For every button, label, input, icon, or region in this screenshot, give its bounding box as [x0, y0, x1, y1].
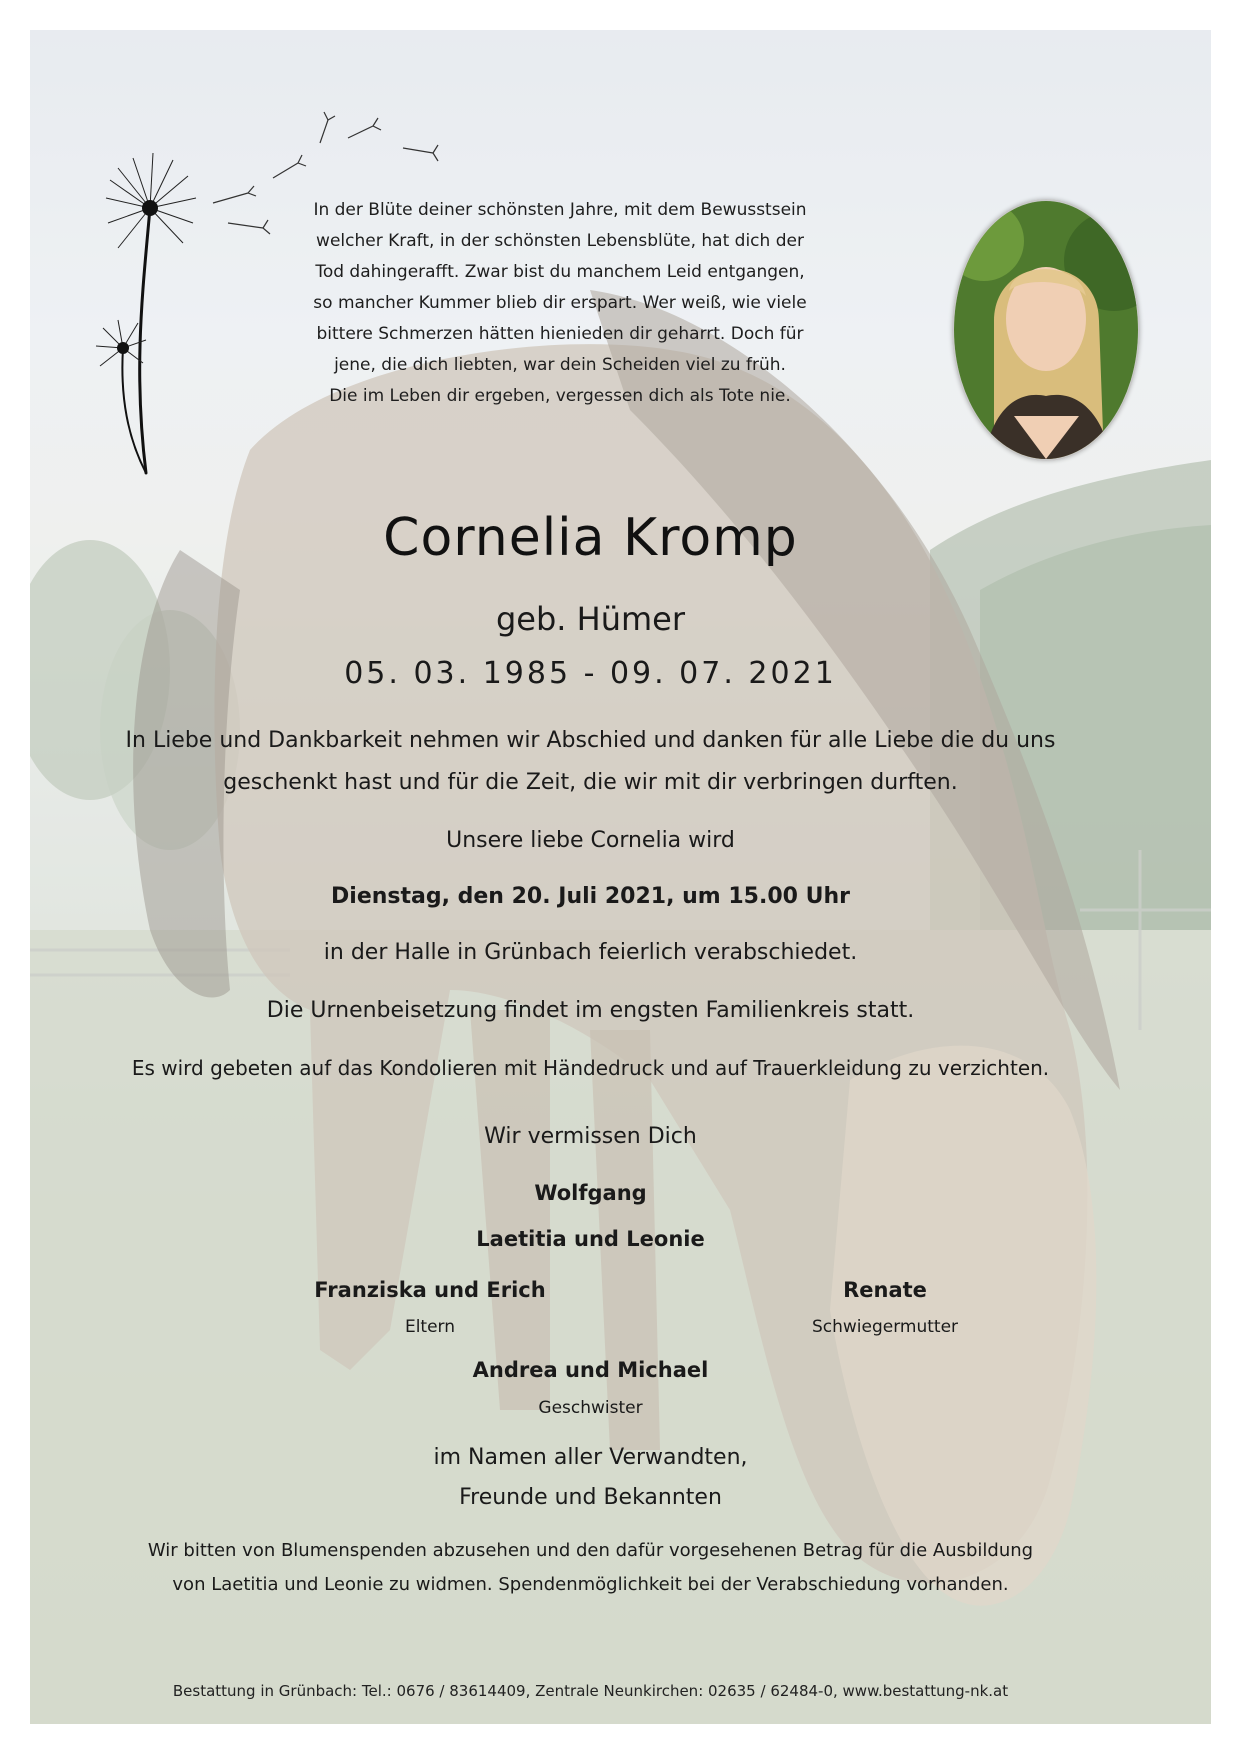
- quote-line: In der Blüte deiner schönsten Jahre, mit dem Bewusstsein: [313, 200, 807, 220]
- memorial-quote: [290, 195, 830, 412]
- mourner-parents-role: Eltern: [404, 1317, 456, 1337]
- mourners-intro: Wir vermissen Dich: [484, 1124, 697, 1149]
- condolence-request: Es wird gebeten auf das Kondolieren mit Händedruck und auf Trauerkleidung zu verzichten.: [131, 1056, 1050, 1080]
- mourners-closing: [0, 1438, 1181, 1518]
- mourner-siblings: Andrea und Michael: [472, 1358, 709, 1382]
- intro-line: In Liebe und Dankbarkeit nehmen wir Abschied und danken für alle Liebe die du uns: [125, 728, 1056, 753]
- quote-line: bittere Schmerzen hätten hienieden dir geharrt. Doch für: [316, 324, 804, 344]
- ceremony-place: in der Halle in Grünbach feierlich verabschiedet.: [323, 940, 858, 965]
- urn-burial-note: Die Urnenbeisetzung findet im engsten Familienkreis statt.: [266, 998, 915, 1023]
- mourner-parents: Franziska und Erich: [314, 1278, 546, 1302]
- donation-line: von Laetitia und Leonie zu widmen. Spendenmöglichkeit bei der Verabschiedung vorhanden.: [172, 1574, 1009, 1595]
- quote-line: Die im Leben dir ergeben, vergessen dich als Tote nie.: [329, 386, 791, 406]
- quote-line: jene, die dich liebten, war dein Scheiden viel zu früh.: [334, 355, 786, 375]
- donation-note: [110, 1534, 1071, 1602]
- mourner-mother-in-law: Renate: [843, 1278, 927, 1302]
- closing-line: im Namen aller Verwandten,: [433, 1445, 748, 1470]
- mourner-spouse: Wolfgang: [534, 1181, 647, 1205]
- funeral-home-footer: Bestattung in Grünbach: Tel.: 0676 / 83614409, Zentrale Neunkirchen: 02635 / 62484-0, www.bestattung-nk.at: [172, 1682, 1009, 1700]
- life-dates: 05. 03. 1985 - 09. 07. 2021: [344, 656, 837, 691]
- ceremony-intro: Unsere liebe Cornelia wird: [446, 828, 735, 853]
- quote-line: Tod dahingerafft. Zwar bist du manchem Leid entgangen,: [315, 262, 805, 282]
- quote-line: welcher Kraft, in der schönsten Lebensblüte, hat dich der: [316, 231, 804, 251]
- mourner-siblings-role: Geschwister: [538, 1398, 643, 1418]
- quote-line: so mancher Kummer blieb dir erspart. Wer weiß, wie viele: [313, 293, 807, 313]
- deceased-name: Cornelia Kromp: [383, 508, 798, 568]
- ceremony-date-time: Dienstag, den 20. Juli 2021, um 15.00 Uhr: [331, 884, 850, 909]
- mourner-mother-in-law-role: Schwiegermutter: [811, 1317, 959, 1337]
- farewell-intro: [100, 720, 1081, 804]
- maiden-name: geb. Hümer: [495, 600, 685, 638]
- portrait-photo: [952, 199, 1140, 461]
- donation-line: Wir bitten von Blumenspenden abzusehen und den dafür vorgesehenen Betrag für die Ausbildung: [147, 1540, 1034, 1561]
- closing-line: Freunde und Bekannten: [459, 1485, 722, 1510]
- intro-line: geschenkt hast und für die Zeit, die wir mit dir verbringen durften.: [223, 770, 958, 795]
- mourner-children: Laetitia und Leonie: [476, 1227, 705, 1251]
